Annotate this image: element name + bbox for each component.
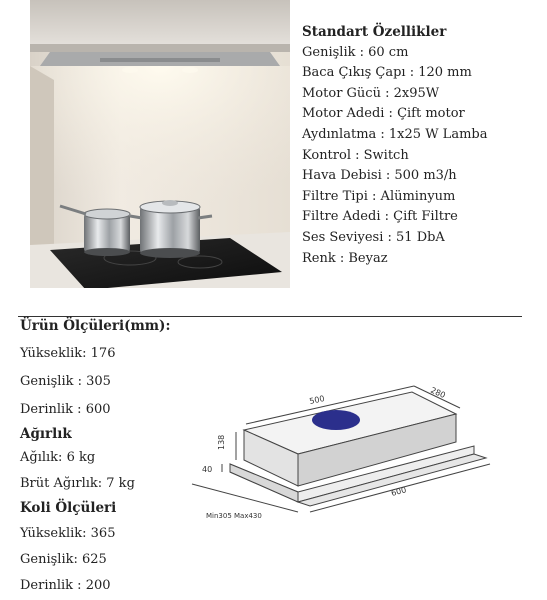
- dim-front-label: 40: [202, 465, 213, 474]
- dim-width-label: 500: [308, 393, 326, 406]
- specifications: [302, 22, 542, 269]
- gross-weight: Brüt Ağırlık: 7 kg: [20, 476, 135, 491]
- dim-height-label: 138: [217, 434, 226, 450]
- section-divider: [18, 316, 522, 317]
- package-width: Genişlik: 625: [20, 552, 107, 567]
- spec-width: Genişlik : 60 cm: [302, 44, 409, 60]
- product-depth: Derinlik : 600: [20, 402, 111, 417]
- technical-drawing: [186, 372, 538, 540]
- product-height: Yükseklik: 176: [20, 346, 116, 361]
- spec-motor-count: Motor Adedi : Çift motor: [302, 106, 465, 122]
- spec-chimney-diameter: Baca Çıkış Çapı : 120 mm: [302, 65, 472, 81]
- package-depth: Derinlik : 200: [20, 578, 111, 593]
- spec-control: Kontrol : Switch: [302, 147, 409, 163]
- net-weight: Ağılık: 6 kg: [20, 450, 96, 465]
- exhaust-hole: [312, 410, 360, 430]
- package-dimensions-heading: Koli Ölçüleri: [20, 500, 117, 516]
- spec-lighting: Aydınlatma : 1x25 W Lamba: [302, 126, 488, 142]
- product-dimensions-heading: Ürün Ölçüleri(mm):: [20, 318, 171, 334]
- package-height: Yükseklik: 365: [20, 526, 116, 541]
- weight-heading: Ağırlık: [20, 426, 72, 442]
- spec-noise-level: Ses Seviyesi : 51 DbA: [302, 229, 445, 245]
- product-photo: [30, 0, 290, 288]
- spec-filter-type: Filtre Tipi : Alüminyum: [302, 188, 456, 204]
- product-width: Genişlik : 305: [20, 374, 111, 389]
- specs-title: Standart Özellikler: [302, 24, 447, 40]
- spec-airflow: Hava Debisi : 500 m3/h: [302, 168, 457, 184]
- dim-length-label: 600: [390, 485, 408, 498]
- spec-motor-power: Motor Gücü : 2x95W: [302, 85, 440, 101]
- dim-depth-label: 280: [429, 385, 447, 401]
- dim-range-label: Min305 Max430: [206, 512, 262, 520]
- spec-color: Renk : Beyaz: [302, 250, 388, 266]
- spec-filter-count: Filtre Adedi : Çift Filtre: [302, 209, 458, 225]
